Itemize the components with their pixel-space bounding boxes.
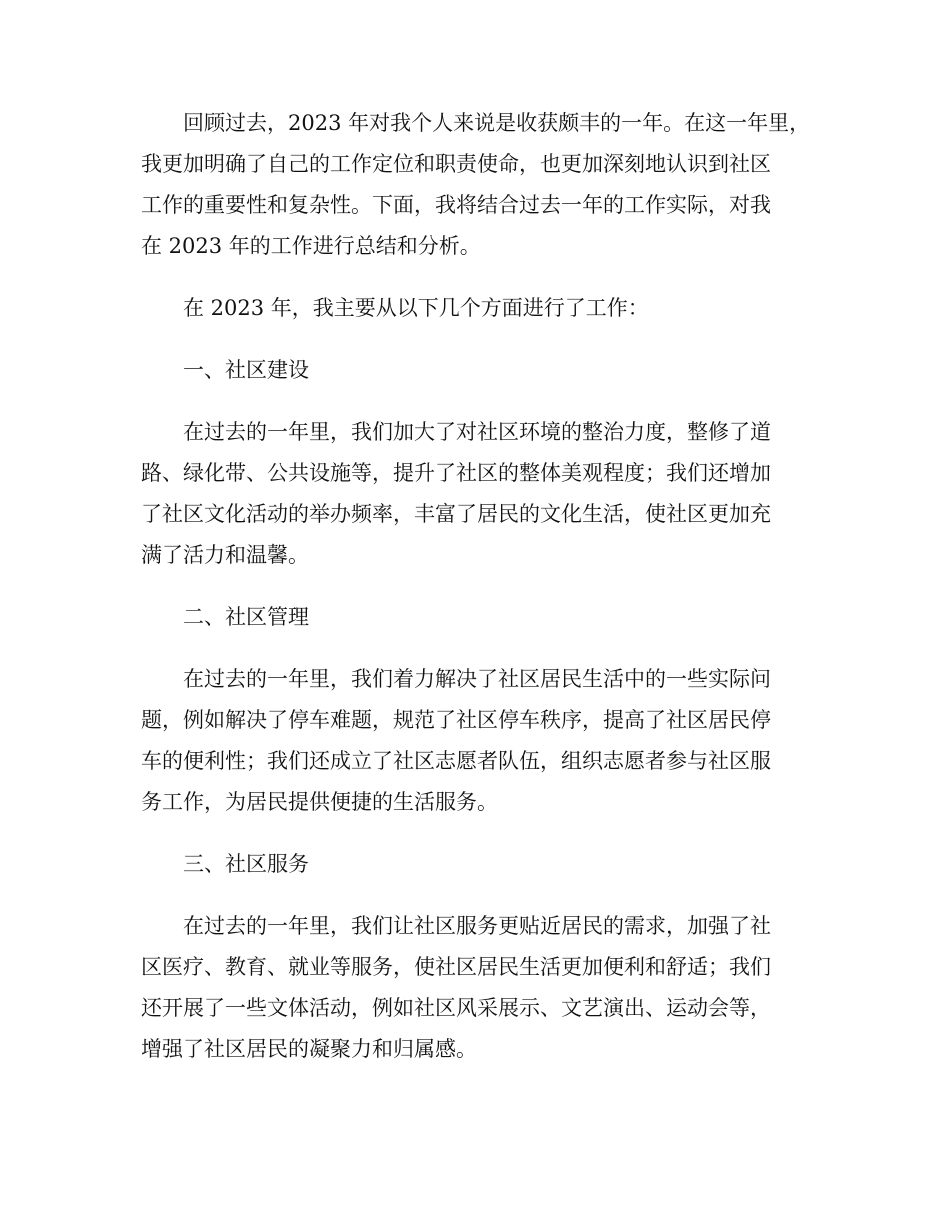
intro-line-4: 在 2023 年的工作进行总结和分析。	[141, 234, 481, 258]
section-2-paragraph	[141, 659, 821, 823]
section-1-line-3: 了社区文化活动的举办频率，丰富了居民的文化生活，使社区更加充	[141, 502, 771, 526]
intro-paragraph	[141, 103, 821, 267]
intro-line-1: 回顾过去，2023 年对我个人来说是收获颇丰的一年。在这一年里，	[183, 111, 811, 135]
section-1-line-2: 路、绿化带、公共设施等，提升了社区的整体美观程度；我们还增加	[141, 461, 771, 485]
section-1-paragraph	[141, 412, 821, 576]
paragraph-gap	[141, 885, 821, 906]
section-3-line-4: 增强了社区居民的凝聚力和归属感。	[141, 1037, 477, 1061]
paragraph-gap	[141, 576, 821, 597]
paragraph-gap	[141, 391, 821, 412]
section-3-paragraph	[141, 906, 821, 1070]
section-3-line-1: 在过去的一年里，我们让社区服务更贴近居民的需求，加强了社	[183, 914, 771, 938]
section-1-heading: 一、社区建设	[183, 358, 309, 382]
section-3-line-3: 还开展了一些文体活动，例如社区风采展示、文艺演出、运动会等，	[141, 996, 771, 1020]
section-2-line-1: 在过去的一年里，我们着力解决了社区居民生活中的一些实际问	[183, 667, 771, 691]
document-body	[141, 103, 821, 1070]
paragraph-gap	[141, 329, 821, 350]
section-3-heading: 三、社区服务	[183, 852, 309, 876]
section-2-line-4: 务工作，为居民提供便捷的生活服务。	[141, 790, 498, 814]
intro-line-3: 工作的重要性和复杂性。下面，我将结合过去一年的工作实际，对我	[141, 193, 771, 217]
section-2-heading: 二、社区管理	[183, 605, 309, 629]
paragraph-gap	[141, 823, 821, 844]
section-1-line-1: 在过去的一年里，我们加大了对社区环境的整治力度，整修了道	[183, 420, 771, 444]
intro-line-2: 我更加明确了自己的工作定位和职责使命，也更加深刻地认识到社区	[141, 152, 771, 176]
paragraph-gap	[141, 638, 821, 659]
paragraph-gap	[141, 267, 821, 288]
section-2-line-3: 车的便利性；我们还成立了社区志愿者队伍，组织志愿者参与社区服	[141, 749, 771, 773]
section-3-line-2: 区医疗、教育、就业等服务，使社区居民生活更加便利和舒适；我们	[141, 955, 771, 979]
section-2-line-2: 题，例如解决了停车难题，规范了社区停车秩序，提高了社区居民停	[141, 708, 771, 732]
overview-paragraph: 在 2023 年，我主要从以下几个方面进行了工作：	[183, 296, 649, 320]
section-1-line-4: 满了活力和温馨。	[141, 543, 309, 567]
